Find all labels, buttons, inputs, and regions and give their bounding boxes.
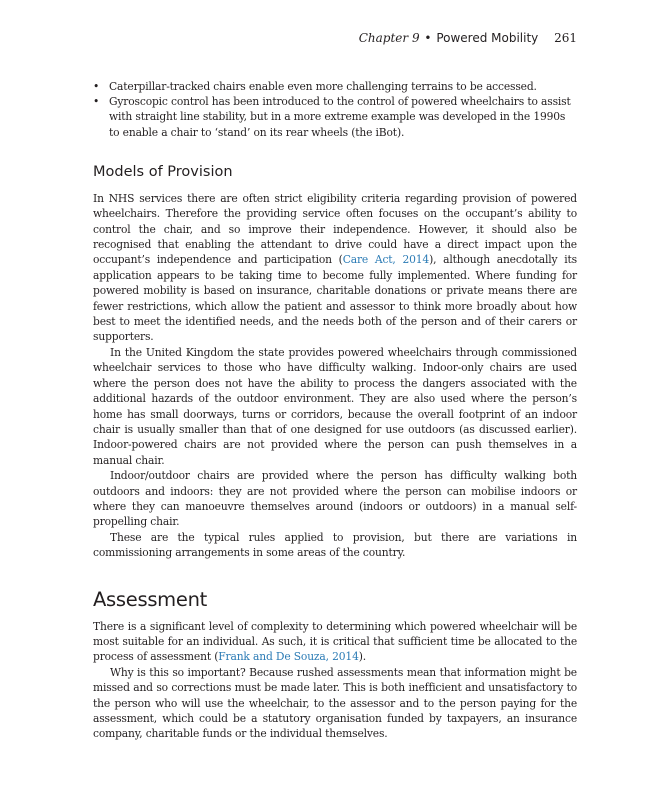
page-body (93, 79, 577, 742)
bullet-text: Caterpillar-tracked chairs enable even more challenging terrains to be accessed. (109, 80, 537, 93)
bullet-list (93, 79, 577, 140)
bullet-icon: • (93, 80, 100, 93)
paragraph-text: ). (358, 650, 367, 664)
models-paragraph-2: In the United Kingdom the state provides powered wheelchairs through commissioned wheelchair services to those who have difficulty walking. Indoor-only chairs are used where the person does not have the ability to process the dangers associated with the additional hazards of the outdoor environment. They are also used where the person’s home has small doorways, turns or corridors, because the overall footprint of an indoor chair is usually smaller than that of one designed for use outdoors (as discussed earlier). Indoor-powered chairs are not provided where the person can push themselves in a manual chair. (93, 345, 577, 467)
bullet-item (93, 79, 577, 94)
paragraph-text: In NHS services there are often strict eligibility criteria regarding provision of powered wheelchairs. Therefore the providing service often focuses on the occupant’s ability to control the chair, and so improve their independence. However, it should also be recognised that enabling the attendant to drive could have a direct impact upon the occupant’s independence and participation ( (93, 191, 577, 267)
page-number: 261 (554, 31, 577, 45)
bullet-item (93, 94, 577, 140)
citation-link-frank-desouza[interactable]: Frank and De Souza, 2014 (218, 650, 359, 664)
assessment-heading: Assessment (93, 587, 207, 611)
models-paragraph-4: These are the typical rules applied to provision, but there are variations in commissioning arrangements in some areas of the country. (93, 530, 577, 560)
models-paragraph-1 (93, 191, 577, 345)
citation-link-care-act[interactable]: Care Act, 2014 (342, 253, 430, 267)
running-header (359, 29, 577, 47)
chapter-title: Powered Mobility (436, 31, 539, 45)
paragraph-text: There is a significant level of complexity to determining which powered wheelchair will be most suitable for an individual. As such, it is critical that sufficient time be allocated to the process of assessment ( (93, 619, 577, 664)
models-of-provision-heading: Models of Provision (93, 163, 233, 180)
chapter-label: Chapter 9 (358, 31, 420, 45)
paragraph-text: ), although anecdotally its application appears to be taking time to become fully implemented. Where funding for powered mobility is based on insurance, charitable donations or private means there are fewer restrictions, which allow the patient and assessor to think more broadly about how best to meet the identified needs, and the needs both of the person and of their carers or supporters. (93, 253, 577, 344)
assessment-paragraph-1 (93, 619, 577, 665)
bullet-icon: • (93, 95, 100, 109)
assessment-paragraph-2: Why is this so important? Because rushed assessments mean that information might be missed and so corrections must be made later. This is both inefficient and unsatisfactory to the person who will use the wheelchair, to the assessor and to the person paying for the assessment, which could be a statutory organisation funded by taxpayers, an insurance company, charitable funds or the individual themselves. (93, 665, 577, 741)
header-separator: • (424, 31, 432, 45)
bullet-text: Gyroscopic control has been introduced to the control of powered wheelchairs to assist with straight line stability, but in a more extreme example was developed in the 1990s to enable a chair to ‘stand’ on its rear wheels (the iBot). (109, 95, 571, 139)
models-paragraph-3: Indoor/outdoor chairs are provided where the person has difficulty walking both outdoors and indoors: they are not provided where the person can mobilise indoors or where they can manoeuvre themselves around (indoors or outdoors) in a manual self-propelling chair. (93, 469, 577, 529)
